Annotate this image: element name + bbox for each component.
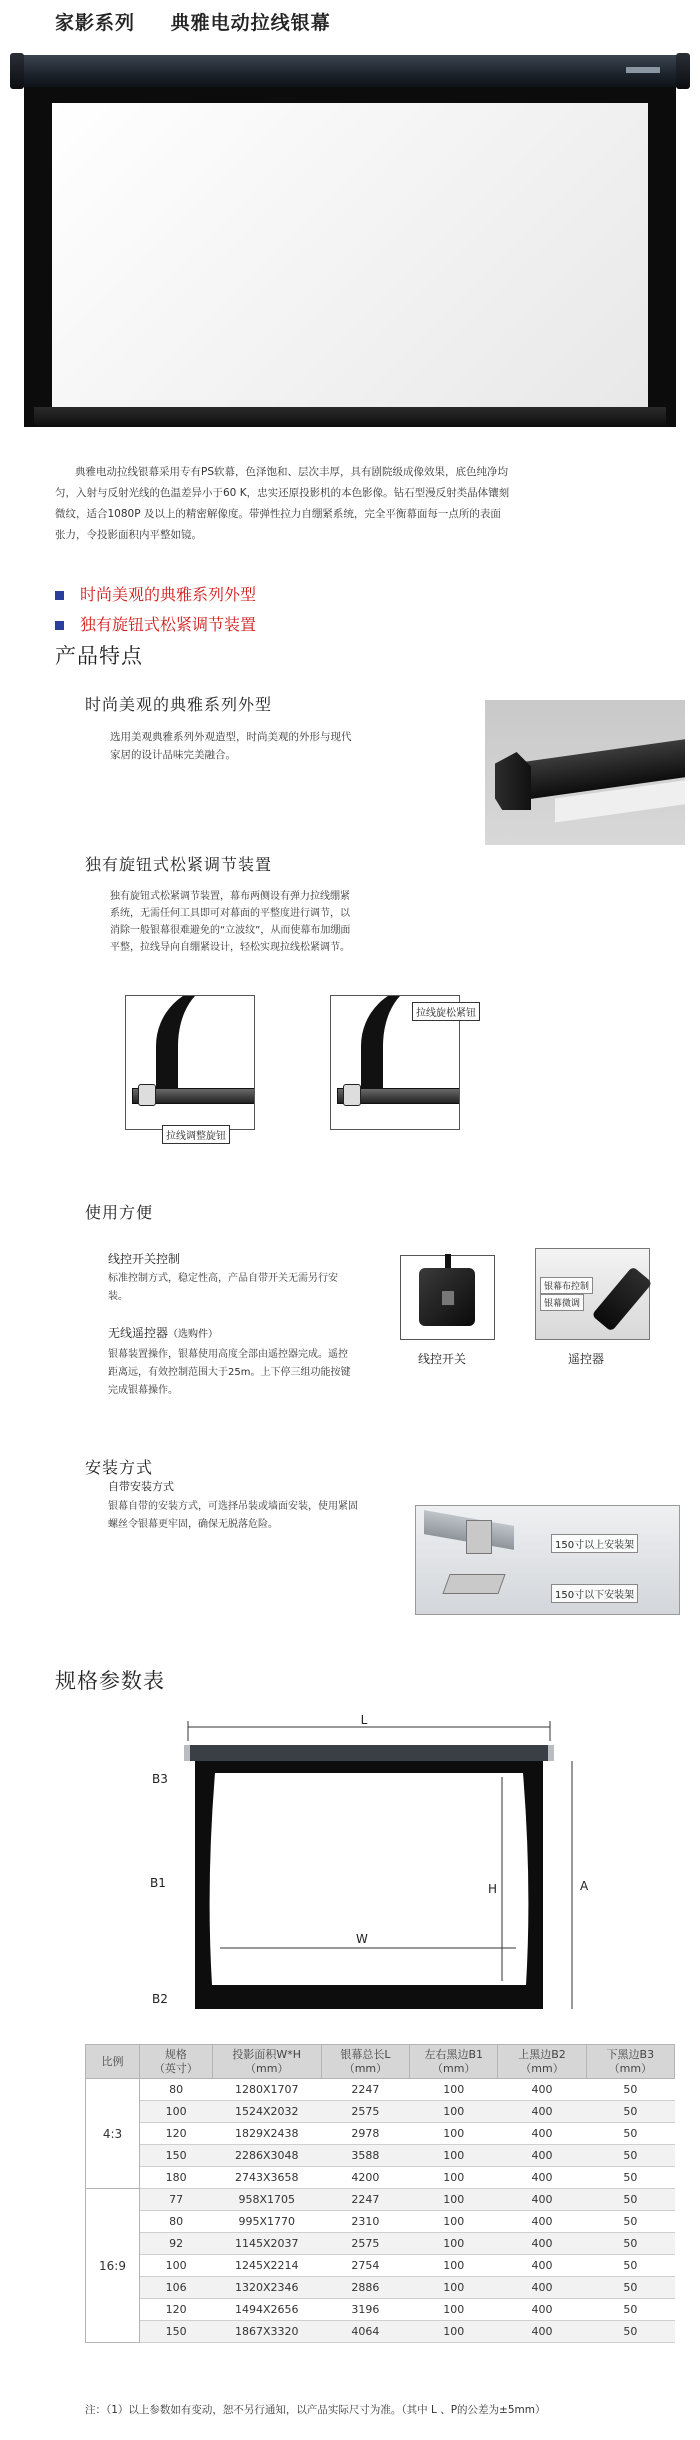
table-header-cell: 上黑边B2 （mm） xyxy=(498,2045,586,2079)
table-cell: 50 xyxy=(586,2233,674,2255)
table-cell: 50 xyxy=(586,2079,674,2101)
table-cell: 400 xyxy=(498,2167,586,2189)
table-cell: 180 xyxy=(140,2167,213,2189)
spec-note: 注：（1）以上参数如有变动，恕不另行通知，以产品实际尺寸为准。（其中 L 、P的公差为±5mm） xyxy=(85,2404,546,2416)
table-cell: 400 xyxy=(498,2321,586,2343)
table-cell: 100 xyxy=(410,2189,498,2211)
screen-bottom-bar xyxy=(34,407,666,425)
table-cell: 106 xyxy=(140,2277,213,2299)
table-cell: 50 xyxy=(586,2145,674,2167)
table-cell: 100 xyxy=(140,2101,213,2123)
wireless-control-text: 银幕装置操作，银幕使用高度全部由遥控器完成。遥控距离远，有效控制范围大于25m。上下停三组功能按键完成银幕操作。 xyxy=(108,1349,351,1396)
callout-adjust-knob: 拉线调整旋钮 xyxy=(162,1125,230,1144)
table-cell: 2310 xyxy=(321,2211,409,2233)
table-cell: 2286X3048 xyxy=(212,2145,321,2167)
highlight-list xyxy=(55,580,256,640)
switch-box xyxy=(419,1268,475,1326)
features-heading: 产品特点 xyxy=(55,644,143,668)
table-cell: 100 xyxy=(410,2277,498,2299)
table-cell: 1280X1707 xyxy=(212,2079,321,2101)
label-B1: B1 xyxy=(150,1876,166,1890)
ratio-cell: 4:3 xyxy=(86,2079,140,2189)
table-row xyxy=(86,2233,675,2255)
table-cell: 1494X2656 xyxy=(212,2299,321,2321)
knob-icon xyxy=(138,1084,156,1106)
mount-tag-small: 150寸以下安装架 xyxy=(551,1584,638,1603)
table-cell: 100 xyxy=(410,2101,498,2123)
diagram-white-surface xyxy=(210,1773,529,1985)
spec-table xyxy=(85,2044,675,2343)
feature-adjust-title: 独有旋钮式松紧调节装置 xyxy=(85,855,273,874)
table-cell: 2754 xyxy=(321,2255,409,2277)
feature-adjust-text: 独有旋钮式松紧调节装置，幕布两侧设有弹力拉线绷紧系统，无需任何工具即可对幕面的平整度进行调节，以消除一般银幕很难避免的“立波纹”，从而使幕布加绷面平整，拉线导向自绷紧设计，轻松实现拉线松紧调节。 xyxy=(110,891,351,953)
table-cell: 80 xyxy=(140,2079,213,2101)
table-cell: 1245X2214 xyxy=(212,2255,321,2277)
table-row xyxy=(86,2255,675,2277)
bullet-square-icon xyxy=(55,621,64,630)
table-cell: 400 xyxy=(498,2211,586,2233)
table-cell: 2575 xyxy=(321,2101,409,2123)
wall-switch-photo xyxy=(400,1255,495,1340)
table-cell: 100 xyxy=(410,2255,498,2277)
table-cell: 50 xyxy=(586,2321,674,2343)
label-A: A xyxy=(580,1879,589,1893)
mount-tag-large: 150寸以上安装架 xyxy=(551,1534,638,1553)
table-header-row xyxy=(86,2045,675,2079)
diagram-housing xyxy=(188,1745,550,1761)
table-cell: 400 xyxy=(498,2189,586,2211)
table-cell: 958X1705 xyxy=(212,2189,321,2211)
ratio-cell: 16:9 xyxy=(86,2189,140,2343)
highlight-item: 独有旋钮式松紧调节装置 xyxy=(55,610,256,640)
table-cell: 4064 xyxy=(321,2321,409,2343)
knob-icon xyxy=(343,1084,361,1106)
dimension-diagram xyxy=(120,1715,605,2020)
table-row xyxy=(86,2189,675,2211)
table-cell: 2575 xyxy=(321,2233,409,2255)
remote-label: 银幕布控制 xyxy=(540,1277,593,1294)
table-cell: 80 xyxy=(140,2211,213,2233)
table-cell: 2978 xyxy=(321,2123,409,2145)
table-cell: 400 xyxy=(498,2255,586,2277)
table-row xyxy=(86,2101,675,2123)
table-cell: 50 xyxy=(586,2101,674,2123)
table-cell: 400 xyxy=(498,2079,586,2101)
screen-housing xyxy=(14,55,686,87)
housing-closeup-photo xyxy=(485,700,685,845)
table-cell: 50 xyxy=(586,2189,674,2211)
table-cell: 3196 xyxy=(321,2299,409,2321)
table-cell: 120 xyxy=(140,2299,213,2321)
table-cell: 100 xyxy=(410,2167,498,2189)
wired-control-title: 线控开关控制 xyxy=(108,1252,181,1266)
table-cell: 400 xyxy=(498,2277,586,2299)
caption-switch: 线控开关 xyxy=(418,1352,467,1366)
remote-control-photo xyxy=(535,1248,650,1340)
table-cell: 3588 xyxy=(321,2145,409,2167)
table-cell: 1829X2438 xyxy=(212,2123,321,2145)
label-H: H xyxy=(488,1882,498,1896)
table-cell: 50 xyxy=(586,2277,674,2299)
table-header-cell: 银幕总长L （mm） xyxy=(321,2045,409,2079)
table-row xyxy=(86,2299,675,2321)
table-cell: 100 xyxy=(410,2145,498,2167)
table-cell: 92 xyxy=(140,2233,213,2255)
table-cell: 1145X2037 xyxy=(212,2233,321,2255)
remote-control-icon xyxy=(591,1266,652,1332)
remote-label: 银幕微调 xyxy=(540,1294,584,1311)
table-row xyxy=(86,2277,675,2299)
table-cell: 50 xyxy=(586,2255,674,2277)
table-row xyxy=(86,2167,675,2189)
bracket-icon xyxy=(442,1574,505,1594)
install-subtitle: 自带安装方式 xyxy=(108,1480,174,1493)
table-cell: 400 xyxy=(498,2101,586,2123)
table-cell: 1320X2346 xyxy=(212,2277,321,2299)
table-row xyxy=(86,2321,675,2343)
feature-usage-title: 使用方便 xyxy=(85,1203,154,1222)
table-cell: 100 xyxy=(410,2123,498,2145)
series-label: 家影系列 xyxy=(55,12,136,34)
table-cell: 2886 xyxy=(321,2277,409,2299)
table-row xyxy=(86,2145,675,2167)
table-cell: 1524X2032 xyxy=(212,2101,321,2123)
table-cell: 77 xyxy=(140,2189,213,2211)
table-cell: 100 xyxy=(410,2321,498,2343)
bullet-square-icon xyxy=(55,591,64,600)
table-cell: 100 xyxy=(410,2233,498,2255)
table-cell: 400 xyxy=(498,2299,586,2321)
table-row xyxy=(86,2079,675,2101)
table-row xyxy=(86,2211,675,2233)
table-cell: 150 xyxy=(140,2145,213,2167)
table-cell: 100 xyxy=(410,2211,498,2233)
table-cell: 100 xyxy=(410,2299,498,2321)
table-header-cell: 左右黑边B1 （mm） xyxy=(410,2045,498,2079)
table-cell: 400 xyxy=(498,2123,586,2145)
table-cell: 2247 xyxy=(321,2079,409,2101)
label-B2: B2 xyxy=(152,1992,168,2006)
product-name: 典雅电动拉线银幕 xyxy=(170,12,331,34)
table-cell: 1867X3320 xyxy=(212,2321,321,2343)
table-cell: 120 xyxy=(140,2123,213,2145)
bracket-icon xyxy=(466,1520,492,1554)
switch-button-icon xyxy=(441,1290,455,1306)
housing-end-cap-left xyxy=(10,53,24,89)
install-text: 银幕自带的安装方式，可选择吊装或墙面安装，使用紧固螺丝令银幕更牢固，确保无脱落危险。 xyxy=(108,1501,358,1530)
hero-screen-image xyxy=(14,55,686,435)
table-cell: 150 xyxy=(140,2321,213,2343)
table-cell: 50 xyxy=(586,2123,674,2145)
table-header-cell: 投影面积W*H （mm） xyxy=(212,2045,321,2079)
feature-style-title: 时尚美观的典雅系列外型 xyxy=(85,695,273,714)
table-cell: 50 xyxy=(586,2299,674,2321)
mounting-bracket-photo xyxy=(415,1505,680,1615)
housing-logo xyxy=(626,67,660,73)
table-body xyxy=(86,2079,675,2343)
feature-install-title: 安装方式 xyxy=(85,1458,154,1477)
label-W: W xyxy=(356,1932,368,1946)
table-cell: 50 xyxy=(586,2211,674,2233)
page-title xyxy=(55,8,331,35)
intro-paragraph: 典雅电动拉线银幕采用专有PS软幕，色泽饱和、层次丰厚，具有剧院级成像效果，底色纯净均匀，入射与反射光线的色温差异小于60 K，忠实还原投影机的本色影像。钻石型漫反射类晶体镶刻微纹，适合1080P 及以上的精密解像度。带弹性拉力自绷紧系统，完全平衡幕面每一点所的表面张力，令投影面积内平整如镜。 xyxy=(55,466,510,541)
table-cell: 400 xyxy=(498,2145,586,2167)
table-header-cell: 规格 （英寸） xyxy=(140,2045,213,2079)
wired-control-text: 标准控制方式，稳定性高，产品自带开关无需另行安装。 xyxy=(108,1273,338,1302)
table-cell: 4200 xyxy=(321,2167,409,2189)
label-L: L xyxy=(360,1715,368,1727)
highlight-item: 时尚美观的典雅系列外型 xyxy=(55,580,256,610)
feature-style-text: 选用美观典雅系列外观造型，时尚美观的外形与现代家居的设计品味完美融合。 xyxy=(110,731,352,761)
label-B3: B3 xyxy=(152,1772,168,1786)
caption-remote: 遥控器 xyxy=(568,1352,605,1366)
table-cell: 100 xyxy=(140,2255,213,2277)
tension-diagram-left xyxy=(125,995,255,1130)
callout-tension-knob: 拉线旋松紧钮 xyxy=(412,1002,480,1021)
table-cell: 2743X3658 xyxy=(212,2167,321,2189)
wireless-control-title: 无线遥控器（选购件） xyxy=(108,1326,219,1340)
table-cell: 995X1770 xyxy=(212,2211,321,2233)
table-header-cell: 比例 xyxy=(86,2045,140,2079)
table-row xyxy=(86,2123,675,2145)
screen-white-surface xyxy=(52,103,648,407)
table-cell: 400 xyxy=(498,2233,586,2255)
table-cell: 2247 xyxy=(321,2189,409,2211)
table-cell: 100 xyxy=(410,2079,498,2101)
table-cell: 50 xyxy=(586,2167,674,2189)
specs-heading: 规格参数表 xyxy=(55,1669,165,1693)
table-header-cell: 下黑边B3 （mm） xyxy=(586,2045,674,2079)
housing-end-cap-right xyxy=(676,53,690,89)
